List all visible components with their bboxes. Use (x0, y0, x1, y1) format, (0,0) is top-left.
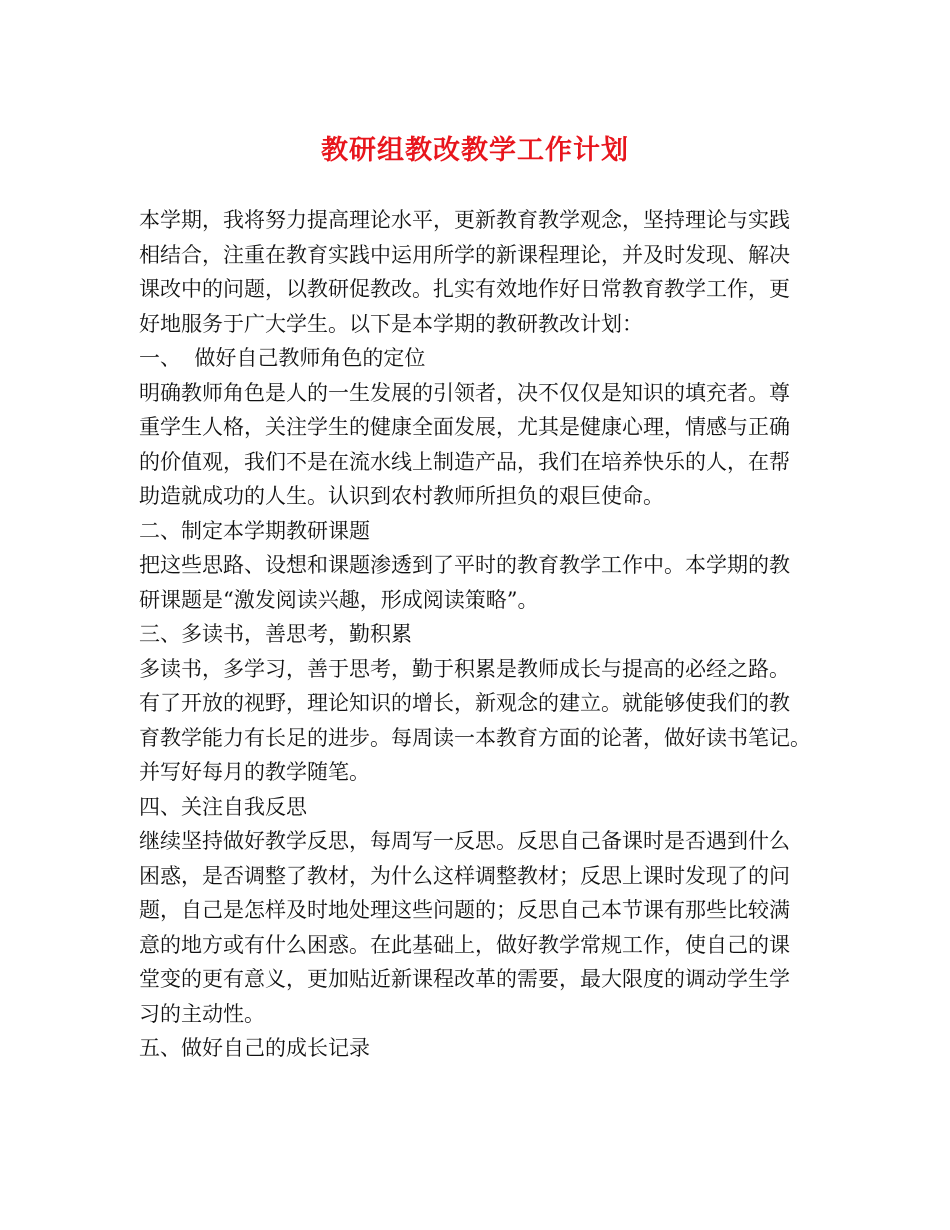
text-line: 习的主动性。 (139, 1001, 265, 1026)
text-line: 明确教师角色是人的一生发展的引领者，决不仅仅是知识的填充者。尊 (139, 380, 790, 405)
document-title: 教研组教改教学工作计划 (321, 135, 629, 166)
text-line: 堂变的更有意义，更加贴近新课程改革的需要，最大限度的调动学生学 (139, 967, 790, 991)
text-line: 题，自己是怎样及时地处理这些问题的；反思自己本节课有那些比较满 (139, 898, 790, 922)
text-line: 助造就成功的人生。认识到农村教师所担负的艰巨使命。 (139, 484, 664, 508)
section-heading: 三、多读书，善思考，勤积累 (139, 622, 412, 646)
text-line: 育教学能力有长足的进步。每周读一本教育方面的论著，做好读书笔记。 (139, 725, 811, 750)
text-line: 的价值观，我们不是在流水线上制造产品，我们在培养快乐的人，在帮 (139, 449, 790, 474)
text-line: 重学生人格，关注学生的健康全面发展，尤其是健康心理，情感与正确 (139, 415, 790, 439)
text-line: 困惑，是否调整了教材，为什么这样调整教材；反思上课时发现了的问 (139, 863, 790, 888)
text-line: 把这些思路、设想和课题渗透到了平时的教育教学工作中。本学期的教 (139, 553, 790, 577)
text-line: 意的地方或有什么困惑。在此基础上，做好教学常规工作，使自己的课 (139, 932, 790, 957)
document-body (139, 203, 819, 1066)
section-heading: 一、 做好自己教师角色的定位 (139, 346, 426, 370)
section-heading: 五、做好自己的成长记录 (139, 1036, 370, 1060)
text-line: 有了开放的视野，理论知识的增长，新观念的建立。就能够使我们的教 (139, 691, 790, 715)
text-line: 好地服务于广大学生。以下是本学期的教研教改计划： (139, 311, 643, 336)
text-line: 多读书，多学习，善于思考，勤于积累是教师成长与提高的必经之路。 (139, 656, 790, 681)
text-line: 并写好每月的教学随笔。 (139, 760, 370, 784)
text-line: 相结合，注重在教育实践中运用所学的新课程理论，并及时发现、解决 (139, 242, 790, 267)
text-line: 本学期，我将努力提高理论水平，更新教育教学观念，坚持理论与实践 (139, 208, 790, 232)
section-heading: 四、关注自我反思 (139, 794, 307, 819)
section-heading: 二、制定本学期教研课题 (139, 518, 370, 543)
text-line: 继续坚持做好教学反思，每周写一反思。反思自己备课时是否遇到什么 (139, 829, 790, 853)
text-line: 研课题是“激发阅读兴趣，形成阅读策略”。 (139, 587, 539, 612)
text-line: 课改中的问题，以教研促教改。扎实有效地作好日常教育教学工作，更 (139, 277, 790, 301)
